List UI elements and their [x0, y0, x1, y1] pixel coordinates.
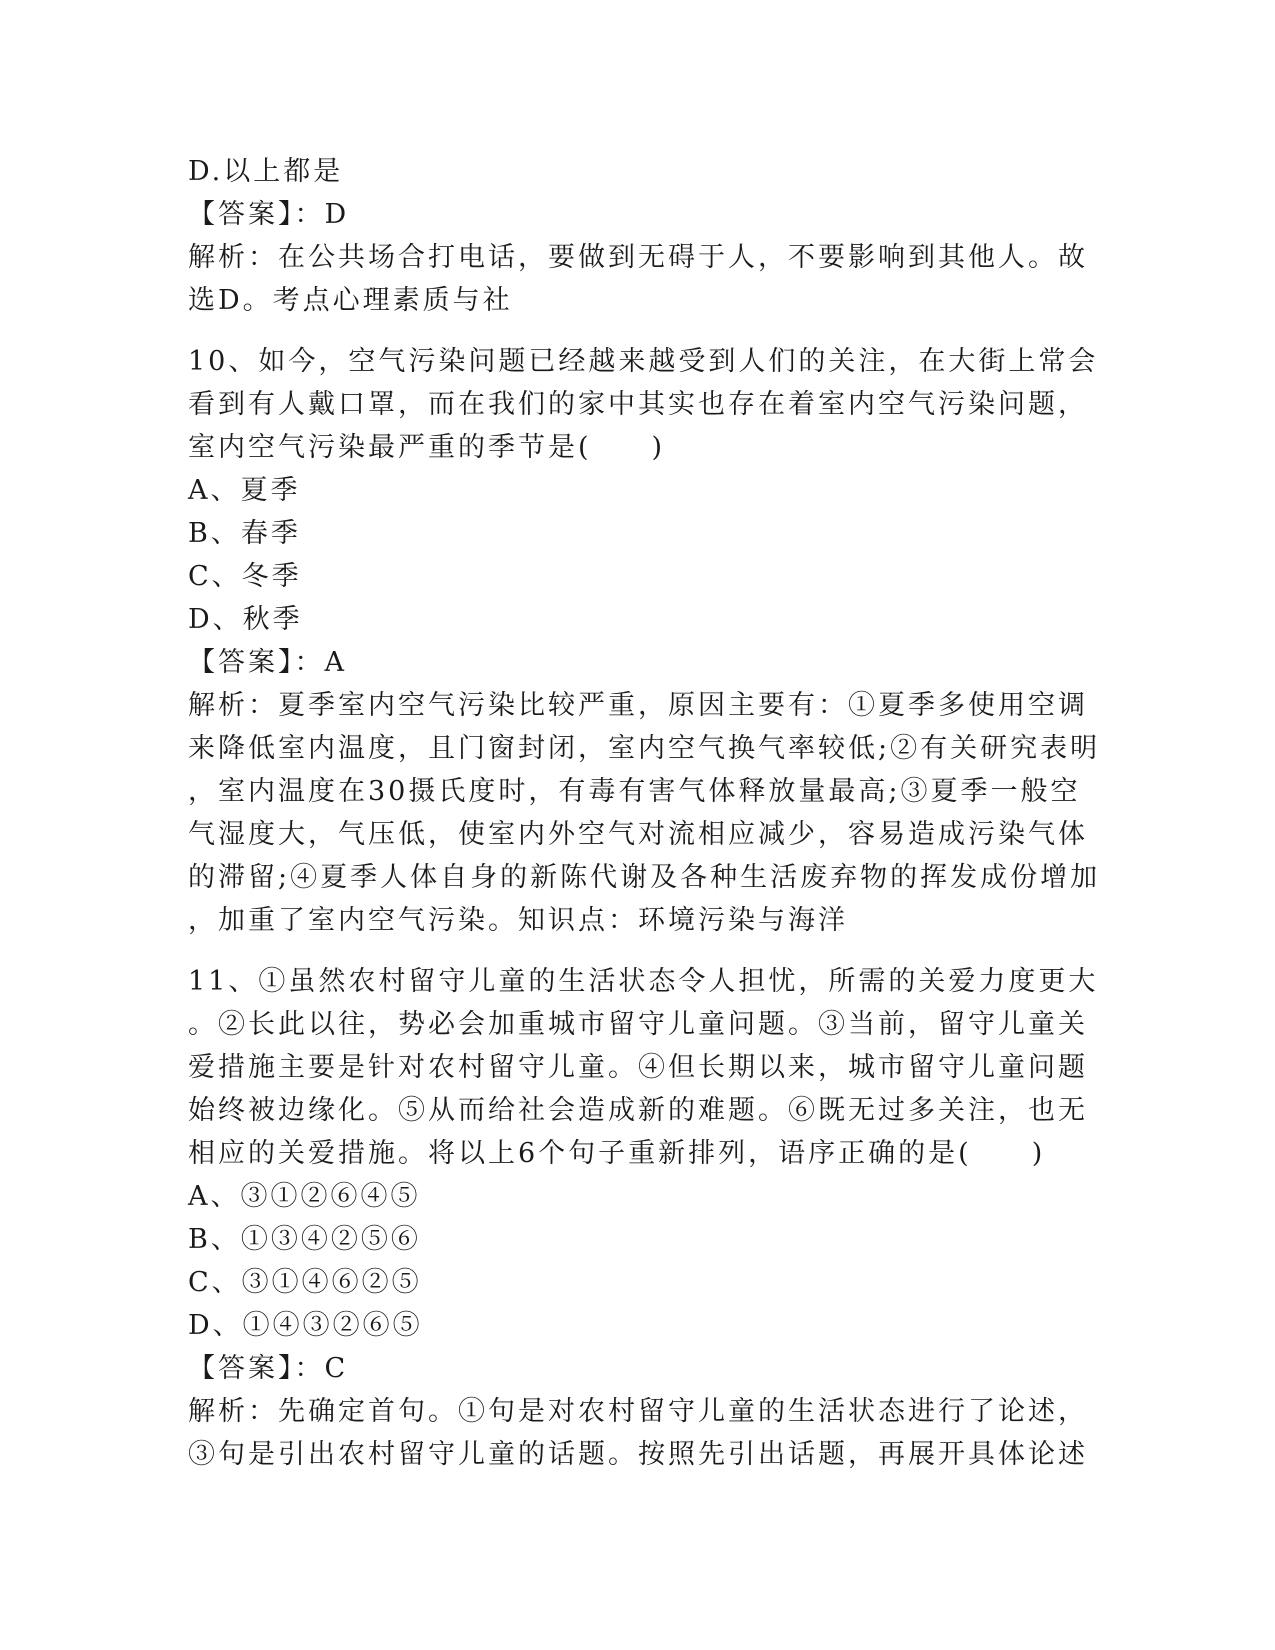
question-10 — [188, 340, 1101, 942]
analysis-line: 选D。考点心理素质与社 — [188, 285, 513, 316]
paragraph-gap — [188, 322, 1088, 340]
analysis-line: ，加重了室内空气污染。知识点：环境污染与海洋 — [188, 905, 848, 936]
option-b: B、①③④②⑤⑥ — [188, 1224, 421, 1255]
analysis-line: 解析：先确定首句。①句是对农村留守儿童的生活状态进行了论述， — [188, 1396, 1088, 1427]
analysis-line: 来降低室内温度，且门窗封闭，室内空气换气率较低;②有关研究表明 — [188, 733, 1101, 764]
analysis-line: 解析：在公共场合打电话，要做到无碍于人，不要影响到其他人。故 — [188, 242, 1088, 273]
option-b: B、春季 — [188, 518, 301, 549]
analysis-line: 的滞留;④夏季人体自身的新陈代谢及各种生活废弃物的挥发成份增加 — [188, 862, 1101, 893]
option-a: A、③①②⑥④⑤ — [188, 1181, 421, 1212]
answer-line: 【答案】：C — [188, 1353, 349, 1384]
question-9-tail — [188, 150, 1088, 322]
question-stem-line: 室内空气污染最严重的季节是( ) — [188, 432, 666, 463]
question-stem-line: 始终被边缘化。⑤从而给社会造成新的难题。⑥既无过多关注，也无 — [188, 1095, 1088, 1126]
analysis-line: ，室内温度在30摄氏度时，有毒有害气体释放量最高;③夏季一般空 — [188, 776, 1081, 807]
analysis-line: 解析：夏季室内空气污染比较严重，原因主要有：①夏季多使用空调 — [188, 690, 1088, 721]
option-c: C、冬季 — [188, 561, 302, 592]
question-stem-line: 11、①虽然农村留守儿童的生活状态令人担忧，所需的关爱力度更大 — [188, 966, 1099, 997]
question-stem-line: 10、如今，空气污染问题已经越来越受到人们的关注，在大街上常会 — [188, 346, 1099, 377]
option-d: D.以上都是 — [188, 156, 344, 187]
answer-line: 【答案】：A — [188, 647, 347, 678]
question-stem-line: 看到有人戴口罩，而在我们的家中其实也存在着室内空气污染问题， — [188, 389, 1088, 420]
question-stem-line: 爱措施主要是针对农村留守儿童。④但长期以来，城市留守儿童问题 — [188, 1052, 1088, 1083]
option-d: D、秋季 — [188, 604, 303, 635]
question-stem-line: 相应的关爱措施。将以上6个句子重新排列，语序正确的是( ) — [188, 1138, 1046, 1169]
option-a: A、夏季 — [188, 475, 301, 506]
option-d: D、①④③②⑥⑤ — [188, 1310, 423, 1341]
question-stem-line: 。②长此以往，势必会加重城市留守儿童问题。③当前，留守儿童关 — [188, 1009, 1088, 1040]
document-page — [188, 150, 1101, 1476]
answer-line: 【答案】：D — [188, 199, 350, 230]
question-11 — [188, 960, 1099, 1476]
analysis-line: 气湿度大，气压低，使室内外空气对流相应减少，容易造成污染气体 — [188, 819, 1088, 850]
analysis-line: ③句是引出农村留守儿童的话题。按照先引出话题，再展开具体论述 — [188, 1439, 1088, 1470]
option-c: C、③①④⑥②⑤ — [188, 1267, 422, 1298]
paragraph-gap — [188, 942, 1088, 960]
